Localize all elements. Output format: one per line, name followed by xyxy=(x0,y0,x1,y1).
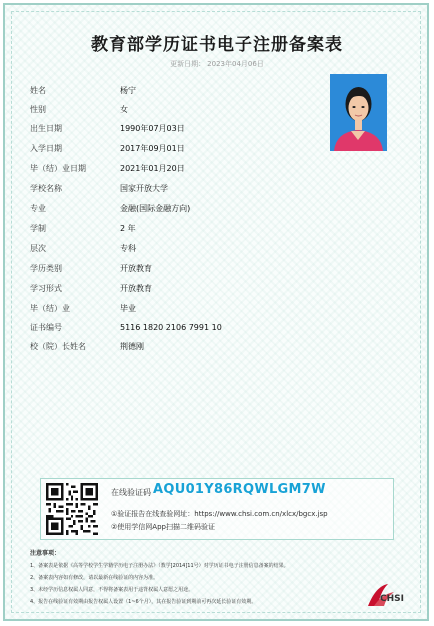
field-value: 荆德刚 xyxy=(120,342,144,351)
field-value: 2 年 xyxy=(120,224,136,233)
field-value: 女 xyxy=(120,105,128,114)
field-label: 学历类别 xyxy=(30,264,62,273)
field-label: 毕（结）业 xyxy=(30,304,70,313)
verification-code: AQU01Y86RQWLGM7W xyxy=(153,482,326,497)
field-label: 层次 xyxy=(30,244,46,253)
field-value: 2021年01月20日 xyxy=(120,164,185,173)
note-item: 4、报告在线验证有效期由报告权属人设置（1~6个月），其在报告验证到期前可再次延长验证有效期。 xyxy=(30,599,257,605)
field-value: 金融(国际金融方向) xyxy=(120,204,191,213)
field-value: 2017年09月01日 xyxy=(120,144,185,153)
field-value: 开放教育 xyxy=(120,284,152,293)
field-label: 学习形式 xyxy=(30,284,62,293)
field-value: 专科 xyxy=(120,244,136,253)
field-label: 校（院）长姓名 xyxy=(30,342,86,351)
field-value: 国家开放大学 xyxy=(120,184,168,193)
field-label: 出生日期 xyxy=(30,124,62,133)
field-label: 专业 xyxy=(30,204,46,213)
field-label: 姓名 xyxy=(30,86,46,95)
document-title: 教育部学历证书电子注册备案表 xyxy=(91,35,343,55)
update-date xyxy=(0,59,434,69)
verification-app-instruction: ②使用学信网App扫描二维码验证 xyxy=(111,523,215,531)
portrait-image xyxy=(330,74,387,151)
field-label: 学制 xyxy=(30,224,46,233)
field-value: 毕业 xyxy=(120,304,136,313)
verification-code-label: 在线验证码 xyxy=(111,488,151,497)
field-value: 开放教育 xyxy=(120,264,152,273)
notes-title: 注意事项： xyxy=(30,550,61,557)
field-value: 杨宁 xyxy=(120,86,136,95)
field-value: 5116 1820 2106 7991 10 xyxy=(120,323,222,332)
field-label: 证书编号 xyxy=(30,323,62,332)
update-date-value: 2023年04月06日 xyxy=(207,60,264,68)
student-photo xyxy=(330,74,387,151)
note-item: 3、未经学历信息权属人同意，不得将备案表用于违背权属人意愿之用途。 xyxy=(30,587,194,593)
qr-code-icon[interactable] xyxy=(46,483,98,535)
field-label: 学校名称 xyxy=(30,184,62,193)
note-item: 1、备案表是依据《高等学校学生学籍学历电子注册办法》（教学[2014]11号）对学历证书电子注册信息备案的结果。 xyxy=(30,563,289,569)
note-item: 2、备案表内容如有修改，请以最新在线验证的内容为准。 xyxy=(30,575,159,581)
field-label: 入学日期 xyxy=(30,144,62,153)
verification-url-instruction: ①验证报告在线查验网址：https://www.chsi.com.cn/xlcx/bgcx.jsp xyxy=(111,510,328,518)
update-date-label: 更新日期： xyxy=(170,60,206,68)
field-label: 性别 xyxy=(30,105,46,114)
chsi-logo-text: CHSI xyxy=(380,594,404,604)
notes-section xyxy=(30,548,400,608)
verification-box xyxy=(40,478,394,540)
field-value: 1990年07月03日 xyxy=(120,124,185,133)
field-label: 毕（结）业日期 xyxy=(30,164,86,173)
